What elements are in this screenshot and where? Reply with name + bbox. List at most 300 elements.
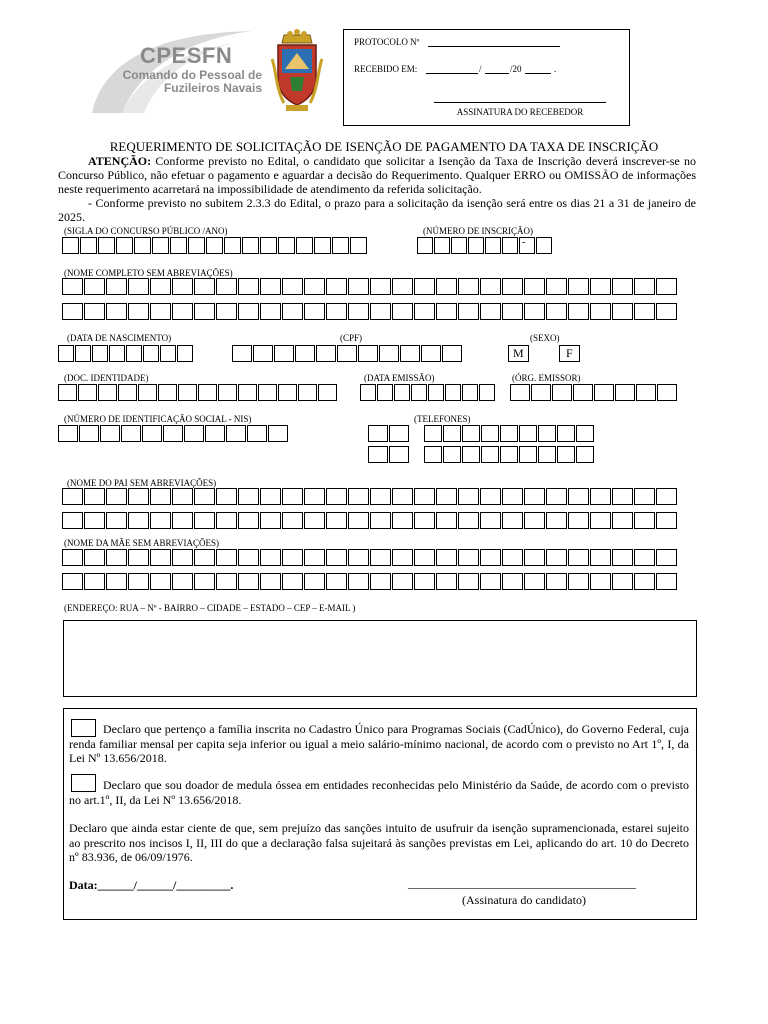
char-box[interactable] [138,384,157,401]
char-box[interactable] [500,425,518,442]
deadline-paragraph: - Conforme previsto no subitem 2.3.3 do Edital, o prazo para a solicitação da isenção será entre os dias 21 a 31 de janeiro de 2025. [58,196,696,224]
char-box[interactable] [62,237,79,254]
char-box[interactable] [106,549,127,566]
char-box[interactable] [573,384,593,401]
char-box[interactable] [178,384,197,401]
char-box[interactable] [260,573,281,590]
received-month-field[interactable] [485,63,509,74]
char-box[interactable] [389,425,409,442]
char-box[interactable] [557,446,575,463]
char-box[interactable] [546,303,567,320]
char-box[interactable] [216,278,237,295]
char-box[interactable] [424,446,442,463]
char-box[interactable] [480,512,501,529]
char-box[interactable] [350,237,367,254]
data-field[interactable]: Data:______/______/_________. [69,878,234,892]
char-box[interactable] [260,512,281,529]
char-box[interactable] [568,303,589,320]
char-box[interactable] [62,573,83,590]
char-box[interactable] [128,549,149,566]
char-box[interactable] [370,512,391,529]
nis-boxes [58,425,289,442]
telefone-ddd-1 [368,425,410,442]
char-box[interactable] [216,488,237,505]
char-box[interactable] [84,573,105,590]
char-box[interactable] [414,488,435,505]
char-box[interactable] [58,384,77,401]
char-box[interactable] [172,278,193,295]
char-box[interactable] [414,512,435,529]
char-box[interactable] [348,488,369,505]
char-box[interactable] [106,573,127,590]
char-box[interactable] [58,345,74,362]
char-box[interactable] [546,488,567,505]
char-box[interactable] [612,278,633,295]
char-box[interactable] [392,512,413,529]
char-box[interactable] [326,278,347,295]
char-box[interactable] [634,549,655,566]
char-box[interactable] [163,425,183,442]
char-box[interactable] [84,488,105,505]
char-box[interactable] [636,384,656,401]
char-box[interactable] [348,278,369,295]
endereco-field[interactable] [63,620,697,697]
char-box[interactable] [238,573,259,590]
char-box[interactable] [160,345,176,362]
char-box[interactable] [216,512,237,529]
char-box[interactable] [436,549,457,566]
char-box[interactable] [392,549,413,566]
char-box[interactable] [75,345,91,362]
char-box[interactable] [150,278,171,295]
char-box[interactable] [198,384,217,401]
char-box[interactable] [84,549,105,566]
char-box[interactable] [358,345,378,362]
char-box[interactable] [546,573,567,590]
char-box[interactable] [519,446,537,463]
char-box[interactable] [468,237,484,254]
char-box[interactable] [172,488,193,505]
char-box[interactable] [568,573,589,590]
char-box[interactable] [370,303,391,320]
char-box[interactable] [326,512,347,529]
char-box[interactable] [106,512,127,529]
char-box[interactable] [510,384,530,401]
char-box[interactable] [392,488,413,505]
char-box[interactable] [282,278,303,295]
char-box[interactable] [326,573,347,590]
char-box[interactable] [411,384,427,401]
char-box[interactable] [158,384,177,401]
char-box[interactable] [316,345,336,362]
received-day-field[interactable] [426,63,478,74]
char-box[interactable] [282,303,303,320]
char-box[interactable] [348,573,369,590]
char-box[interactable] [458,573,479,590]
char-box[interactable] [128,488,149,505]
char-box[interactable] [253,345,273,362]
char-box[interactable] [414,303,435,320]
char-box[interactable] [326,303,347,320]
char-box[interactable] [392,303,413,320]
char-box[interactable] [150,303,171,320]
char-box[interactable] [531,384,551,401]
char-box[interactable] [458,303,479,320]
char-box[interactable] [282,488,303,505]
char-box[interactable] [524,512,545,529]
char-box[interactable] [458,549,479,566]
char-box[interactable] [106,278,127,295]
char-box[interactable] [379,345,399,362]
char-box[interactable] [656,488,677,505]
char-box[interactable] [590,488,611,505]
sigla-boxes [62,237,368,254]
char-box[interactable] [502,237,518,254]
char-box[interactable] [295,345,315,362]
char-box[interactable] [546,549,567,566]
received-sep-1: / [479,64,482,74]
nome-completo-row-1 [62,278,678,295]
char-box[interactable] [552,384,572,401]
char-box[interactable] [417,237,433,254]
char-box[interactable] [538,446,556,463]
char-box[interactable] [568,549,589,566]
char-box[interactable] [106,488,127,505]
char-box[interactable] [282,573,303,590]
char-box[interactable] [100,425,120,442]
char-box[interactable] [480,278,501,295]
char-box[interactable] [118,384,137,401]
char-box[interactable] [260,278,281,295]
char-box[interactable] [278,237,295,254]
char-box[interactable] [576,446,594,463]
char-box[interactable] [247,425,267,442]
char-box[interactable] [238,549,259,566]
char-box[interactable] [634,573,655,590]
char-box[interactable] [634,278,655,295]
char-box[interactable] [98,384,117,401]
char-box[interactable] [268,425,288,442]
char-box[interactable] [62,278,83,295]
char-box[interactable] [392,573,413,590]
char-box[interactable] [326,549,347,566]
char-box[interactable] [568,512,589,529]
char-box[interactable] [458,278,479,295]
char-box[interactable] [92,345,108,362]
char-box[interactable] [612,512,633,529]
char-box[interactable] [134,237,151,254]
char-box[interactable] [568,278,589,295]
received-year-field[interactable] [525,63,551,74]
char-box[interactable] [172,573,193,590]
char-box[interactable] [232,345,252,362]
char-box[interactable] [657,384,677,401]
char-box[interactable] [502,303,523,320]
char-box[interactable] [370,278,391,295]
inscricao-dash: - [522,237,526,248]
char-box[interactable] [238,303,259,320]
char-box[interactable] [188,237,205,254]
char-box[interactable] [172,512,193,529]
char-box[interactable] [656,303,677,320]
char-box[interactable] [194,303,215,320]
char-box[interactable] [480,549,501,566]
char-box[interactable] [434,237,450,254]
char-box[interactable] [121,425,141,442]
char-box[interactable] [436,278,457,295]
char-box[interactable] [274,345,294,362]
char-box[interactable] [481,425,499,442]
char-box[interactable] [304,573,325,590]
protocol-label: PROTOCOLO Nº [354,37,420,47]
char-box[interactable] [462,384,478,401]
char-box[interactable] [116,237,133,254]
telefones-label: (TELEFONES) [414,414,471,424]
char-box[interactable] [480,488,501,505]
attention-text: Conforme previsto no Edital, o candidato que solicitar a Isenção da Taxa de Inscrição deverá inscrever-se no Concurso Público, não efetuar o pagamento e aguardar a decisão do Requerimento. Qualquer ERRO ou OMISSÃO de informações neste requerimento acarretará na impossibilidade de atendimento da referida solicitação. [58,154,696,196]
receiver-signature-line[interactable] [434,92,606,103]
char-box[interactable] [258,384,277,401]
char-box[interactable] [524,278,545,295]
char-box[interactable] [238,488,259,505]
char-box[interactable] [428,384,444,401]
char-box[interactable] [128,303,149,320]
char-box[interactable] [502,512,523,529]
char-box[interactable] [304,549,325,566]
char-box[interactable] [226,425,246,442]
char-box[interactable] [150,549,171,566]
char-box[interactable] [502,573,523,590]
char-box[interactable] [142,425,162,442]
char-box[interactable] [282,512,303,529]
char-box[interactable] [260,488,281,505]
char-box[interactable] [594,384,614,401]
char-box[interactable] [216,303,237,320]
attention-paragraph [58,154,696,196]
char-box[interactable] [458,488,479,505]
char-box[interactable] [224,237,241,254]
char-box[interactable] [656,278,677,295]
char-box[interactable] [634,512,655,529]
char-box[interactable] [524,549,545,566]
char-box[interactable] [590,278,611,295]
char-box[interactable] [442,345,462,362]
char-box[interactable] [62,549,83,566]
char-box[interactable] [84,303,105,320]
char-box[interactable] [538,425,556,442]
received-end: . [554,64,557,74]
char-box[interactable] [421,345,441,362]
char-box[interactable] [238,512,259,529]
char-box[interactable] [502,549,523,566]
char-box[interactable] [128,573,149,590]
char-box[interactable] [194,512,215,529]
char-box[interactable] [304,278,325,295]
char-box[interactable] [216,573,237,590]
char-box[interactable] [370,549,391,566]
char-box[interactable] [634,488,655,505]
char-box[interactable] [519,425,537,442]
char-box[interactable] [590,549,611,566]
char-box[interactable] [242,237,259,254]
char-box[interactable] [634,303,655,320]
char-box[interactable] [500,446,518,463]
char-box[interactable] [216,549,237,566]
char-box[interactable] [414,573,435,590]
char-box[interactable] [546,512,567,529]
char-box[interactable] [451,237,467,254]
char-box[interactable] [348,512,369,529]
char-box[interactable] [480,573,501,590]
char-box[interactable] [377,384,393,401]
char-box[interactable] [170,237,187,254]
char-box[interactable] [172,303,193,320]
char-box[interactable] [656,512,677,529]
char-box[interactable] [400,345,420,362]
char-box[interactable] [194,573,215,590]
char-box[interactable] [326,488,347,505]
char-box[interactable] [462,425,480,442]
char-box[interactable] [656,573,677,590]
char-box[interactable] [590,512,611,529]
char-box[interactable] [128,512,149,529]
char-box[interactable] [194,488,215,505]
telefone-num-2 [424,446,595,463]
char-box[interactable] [524,573,545,590]
char-box[interactable] [172,549,193,566]
char-box[interactable] [337,345,357,362]
char-box[interactable] [576,425,594,442]
char-box[interactable] [205,425,225,442]
char-box[interactable] [485,237,501,254]
char-box[interactable] [150,512,171,529]
char-box[interactable] [458,512,479,529]
char-box[interactable] [480,303,501,320]
doc-identidade-label: (DOC. IDENTIDADE) [64,373,149,383]
char-box[interactable] [436,512,457,529]
char-box[interactable] [368,446,388,463]
char-box[interactable] [568,488,589,505]
char-box[interactable] [314,237,331,254]
char-box[interactable] [79,425,99,442]
char-box[interactable] [260,237,277,254]
char-box[interactable] [612,303,633,320]
char-box[interactable] [150,573,171,590]
char-box[interactable] [62,303,83,320]
char-box[interactable] [218,384,237,401]
char-box[interactable] [524,303,545,320]
signature-line[interactable]: ______________________________________ [408,876,636,890]
char-box[interactable] [436,573,457,590]
char-box[interactable] [194,278,215,295]
char-box[interactable] [238,278,259,295]
char-box[interactable] [318,384,337,401]
char-box[interactable] [360,384,376,401]
char-box[interactable] [152,237,169,254]
char-box[interactable] [443,425,461,442]
char-box[interactable] [436,488,457,505]
char-box[interactable] [612,573,633,590]
char-box[interactable] [590,303,611,320]
char-box[interactable] [62,488,83,505]
char-box[interactable] [296,237,313,254]
char-box[interactable] [445,384,461,401]
char-box[interactable] [481,446,499,463]
char-box[interactable] [304,512,325,529]
char-box[interactable] [370,488,391,505]
char-box[interactable] [479,384,495,401]
char-box[interactable] [615,384,635,401]
char-box[interactable] [84,512,105,529]
char-box[interactable] [424,425,442,442]
char-box[interactable] [414,549,435,566]
char-box[interactable] [184,425,204,442]
char-box[interactable] [282,549,303,566]
char-box[interactable] [126,345,142,362]
char-box[interactable] [278,384,297,401]
char-box[interactable] [260,303,281,320]
char-box[interactable] [84,278,105,295]
char-box[interactable] [394,384,410,401]
char-box[interactable] [612,488,633,505]
char-box[interactable] [557,425,575,442]
char-box[interactable] [370,573,391,590]
char-box[interactable] [298,384,317,401]
char-box[interactable] [536,237,552,254]
char-box[interactable] [524,488,545,505]
char-box[interactable] [109,345,125,362]
char-box[interactable] [304,488,325,505]
char-box[interactable] [194,549,215,566]
char-box[interactable] [502,278,523,295]
char-box[interactable] [462,446,480,463]
char-box[interactable] [106,303,127,320]
data-emissao-boxes [360,384,496,401]
char-box[interactable] [590,573,611,590]
char-box[interactable] [177,345,193,362]
cpesfn-logo [82,25,337,115]
char-box[interactable] [304,303,325,320]
char-box[interactable] [332,237,349,254]
char-box[interactable] [80,237,97,254]
char-box[interactable] [78,384,97,401]
char-box[interactable] [612,549,633,566]
char-box[interactable] [260,549,281,566]
protocol-number-field[interactable] [428,36,560,47]
char-box[interactable] [98,237,115,254]
char-box[interactable] [392,278,413,295]
nome-mae-row-2 [62,573,678,590]
data-nascimento-label: (DATA DE NASCIMENTO) [67,333,172,343]
char-box[interactable] [414,278,435,295]
char-box[interactable] [443,446,461,463]
char-box[interactable] [546,278,567,295]
char-box[interactable] [238,384,257,401]
char-box[interactable] [62,512,83,529]
char-box[interactable] [502,488,523,505]
char-box[interactable] [58,425,78,442]
char-box[interactable] [150,488,171,505]
char-box[interactable] [143,345,159,362]
char-box[interactable] [436,303,457,320]
char-box[interactable] [389,446,409,463]
char-box[interactable] [348,549,369,566]
char-box[interactable] [206,237,223,254]
char-box[interactable] [368,425,388,442]
char-box[interactable] [348,303,369,320]
char-box[interactable] [128,278,149,295]
char-box[interactable] [656,549,677,566]
